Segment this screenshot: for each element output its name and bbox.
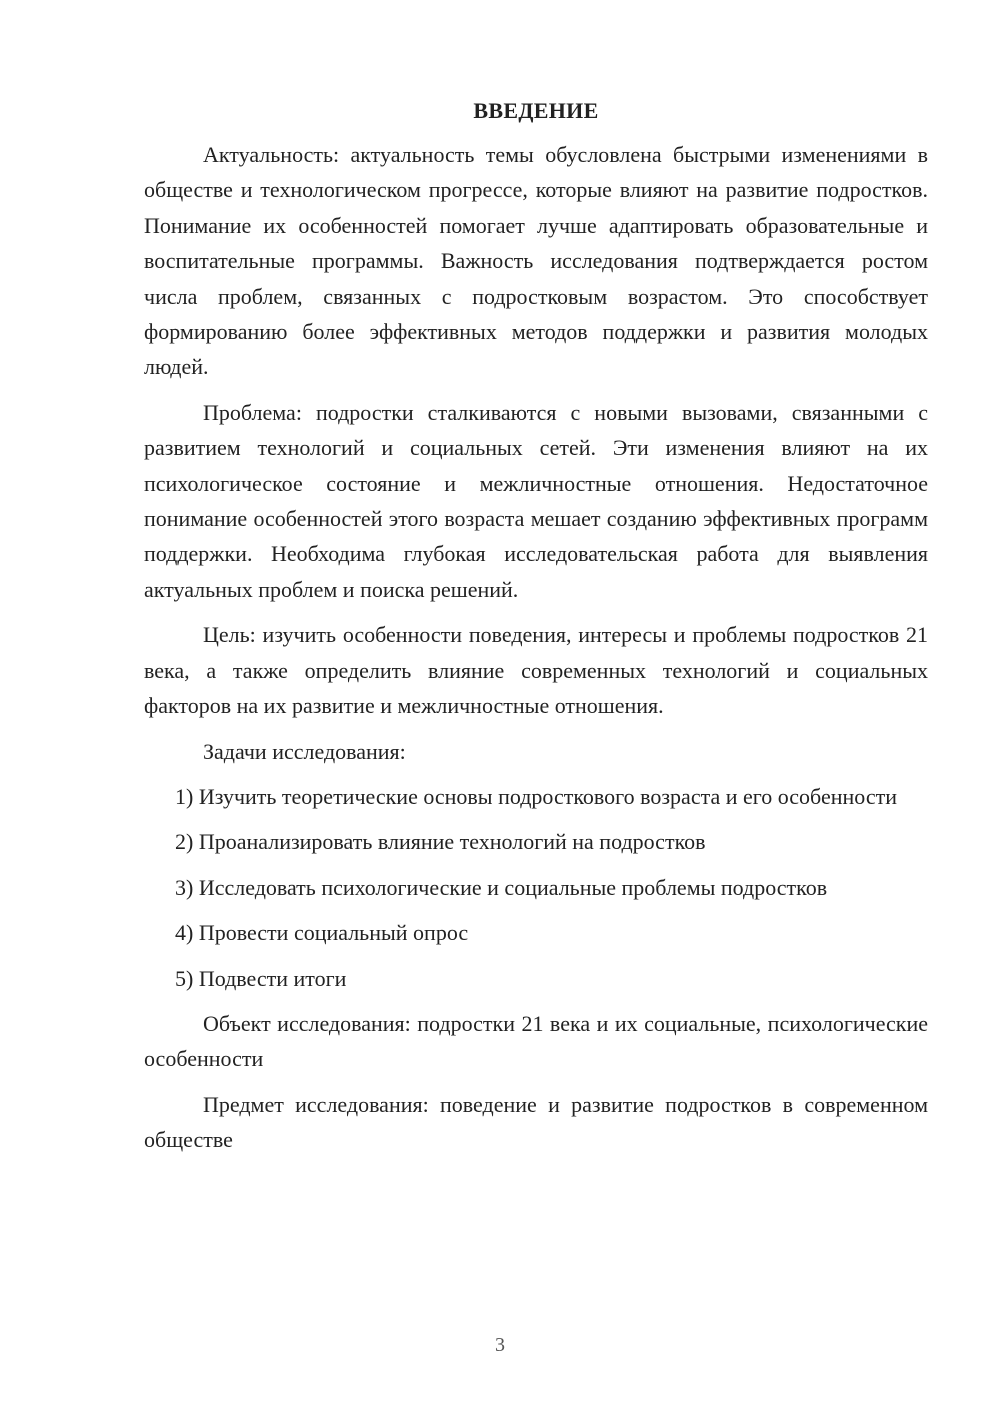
goal-paragraph: Цель: изучить особенности поведения, интересы и проблемы подростков 21 века, а также определить влияние современных технологий и социальных факторов на их развитие и межличностные отношения. [144,622,928,719]
problem-paragraph: Проблема: подростки сталкиваются с новыми вызовами, связанными с развитием технологий и социальных сетей. Эти изменения влияют на их психологическое состояние и межличностные отношения. Недостаточное понимание особенностей этого возраста мешает созданию эффективных программ поддержки. Необходима глубокая исследовательская работа для выявления актуальных проблем и поиска решений. [144,399,928,602]
tasks-heading: Задачи исследования: [203,738,406,764]
page-title: ВВЕДЕНИЕ [473,98,599,123]
object-paragraph: Объект исследования: подростки 21 века и их социальные, психологические особенности [144,1010,928,1072]
task-item-2: 2) Проанализировать влияние технологий на подростков [175,829,706,855]
task-item-4: 4) Провести социальный опрос [175,920,469,946]
relevance-paragraph: Актуальность: актуальность темы обусловлена быстрыми изменениями в обществе и технологическом прогрессе, которые влияют на развитие подростков. Понимание их особенностей помогает лучше адаптировать образовательные и воспитательные программы. Важность исследования подтверждается ростом числа проблем, связанных с подростковым возрастом. Это способствует формированию более эффективных методов поддержки и развития молодых людей. [144,142,928,380]
task-item-3: 3) Исследовать психологические и социальные проблемы подростков [175,874,828,900]
page-content [144,95,928,1168]
task-item-1: 1) Изучить теоретические основы подросткового возраста и его особенности [175,783,897,809]
subject-paragraph: Предмет исследования: поведение и развитие подростков в современном обществе [144,1091,928,1153]
task-item-5: 5) Подвести итоги [175,965,347,991]
page-number: 3 [495,1334,505,1356]
